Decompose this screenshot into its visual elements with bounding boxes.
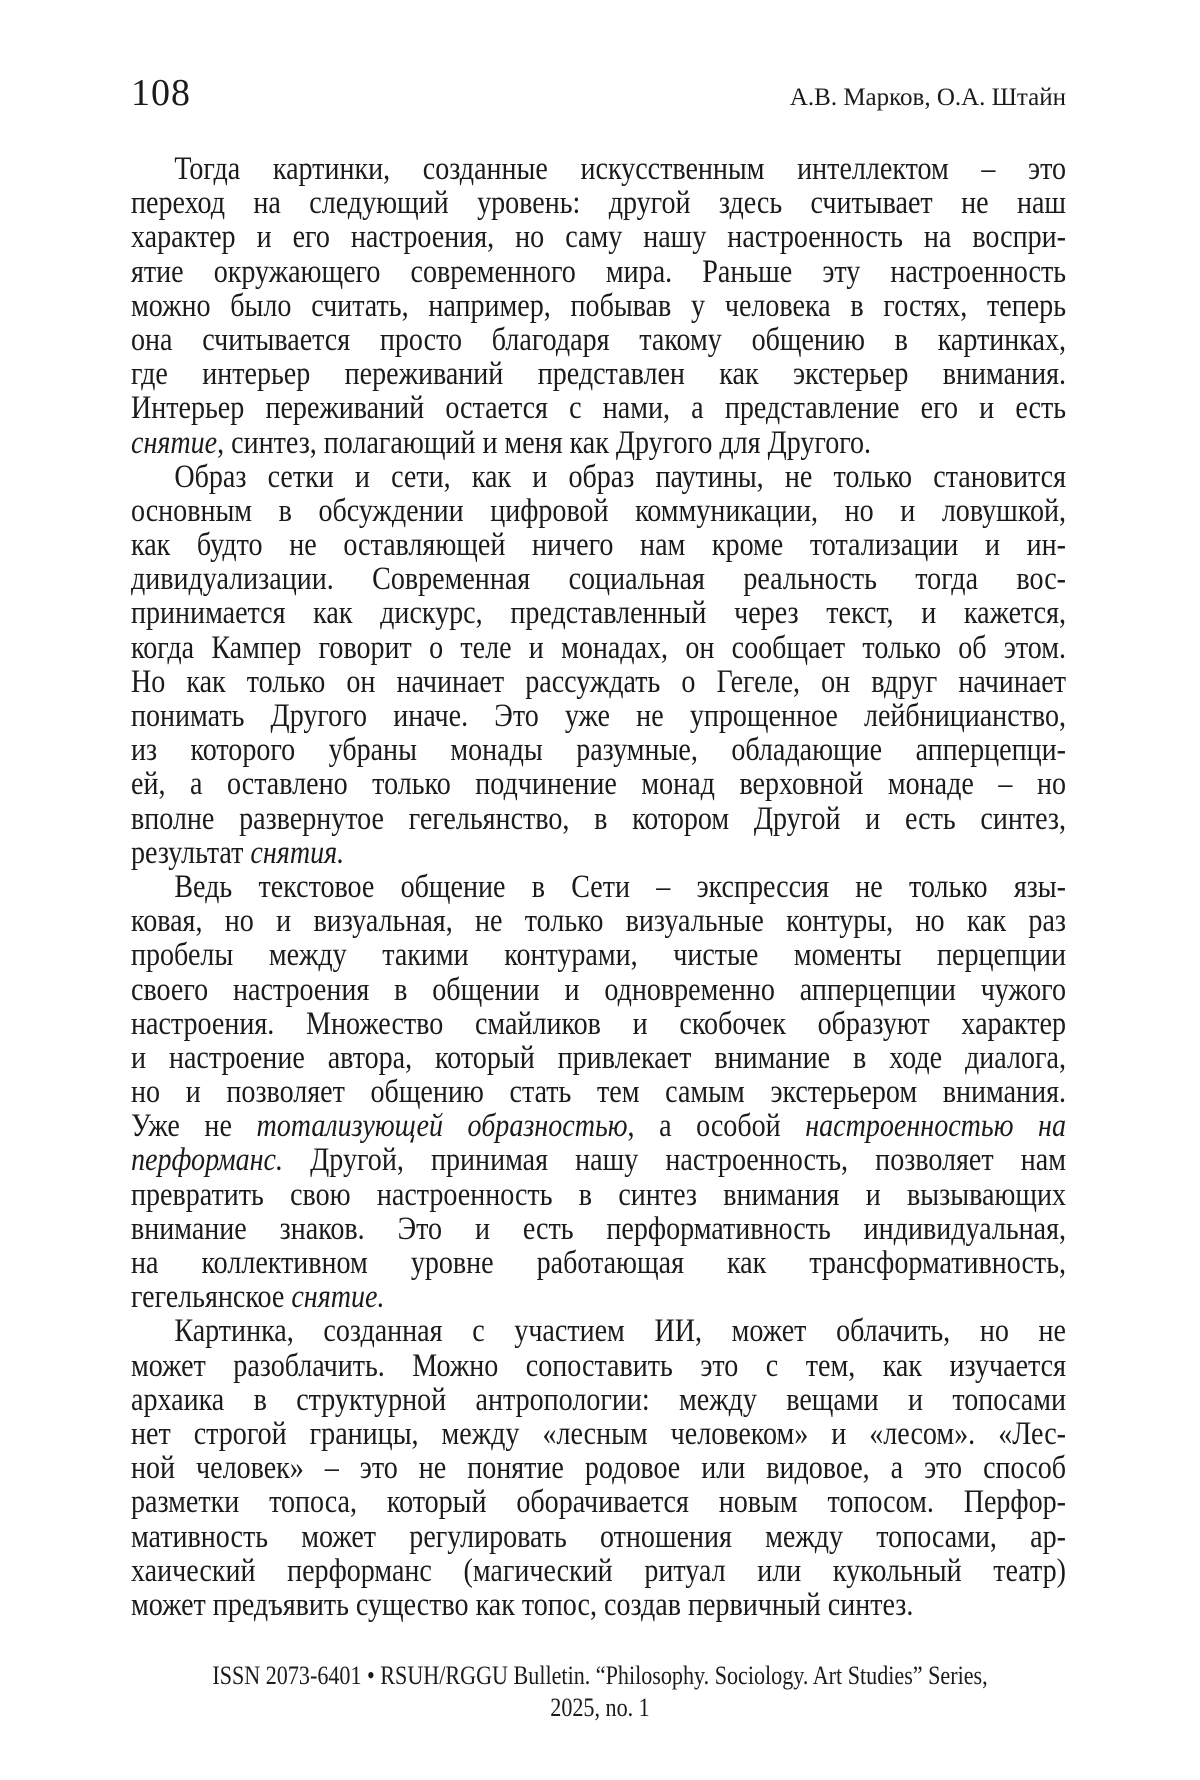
- text-segment: она считывается просто благодаря такому общению в картинках,: [131, 321, 1066, 358]
- text-line: [131, 631, 1066, 665]
- text-line: [131, 699, 1066, 733]
- text-line: [131, 562, 1066, 596]
- text-segment: Ведь текстовое общение в Сети – экспрессия не только язы-: [174, 868, 1067, 905]
- text-segment: как будто не оставляющей ничего нам кроме тотализации и ин-: [131, 527, 1066, 564]
- text-line: [131, 1349, 1066, 1383]
- text-segment: где интерьер переживаний представлен как экстерьер внимания.: [131, 356, 1066, 393]
- text-segment: архаика в структурной антропологии: между вещами и топосами: [131, 1381, 1066, 1418]
- text-line: [131, 1280, 1066, 1314]
- text-segment: Интерьер переживаний остается с нами, а представление его и есть: [131, 390, 1066, 427]
- footer-line-2: 2025, no. 1: [550, 1693, 650, 1722]
- text-line: [131, 767, 1066, 801]
- text-segment: принимается как дискурс, представленный через текст, и кажется,: [131, 595, 1066, 632]
- text-line: [131, 1212, 1066, 1246]
- text-segment: ной человек» – это не понятие родовое или видовое, а это способ: [131, 1450, 1066, 1487]
- text-segment: можно было считать, например, побывав у человека в гостях, теперь: [131, 287, 1066, 324]
- text-line: [131, 836, 1066, 870]
- page-number: 108: [131, 72, 191, 114]
- text-segment: и настроение автора, который привлекает внимание в ходе диалога,: [131, 1039, 1066, 1076]
- text-line: [131, 528, 1066, 562]
- text-segment: , синтез, полагающий и меня как Другого для Другого.: [217, 424, 872, 461]
- text-line: [131, 460, 1066, 494]
- text-segment: Образ сетки и сети, как и образ паутины, не только становится: [174, 458, 1067, 495]
- paragraph: [131, 1314, 1066, 1622]
- text-line: [131, 255, 1066, 289]
- text-line: [131, 904, 1066, 938]
- footer-imprint: [90, 1660, 1110, 1724]
- text-line: [131, 323, 1066, 357]
- footer-line-1: ISSN 2073-6401 • RSUH/RGGU Bulletin. “Philosophy. Sociology. Art Studies” Series,: [212, 1661, 988, 1690]
- text-line: [131, 152, 1066, 186]
- text-segment: ковая, но и визуальная, не только визуальные контуры, но как раз: [131, 903, 1066, 940]
- text-segment: Другой, принимая нашу настроенность, позволяет нам: [283, 1142, 1066, 1179]
- italic-text-segment: снятие.: [291, 1279, 385, 1316]
- text-line: [131, 357, 1066, 391]
- paragraph: [131, 152, 1066, 460]
- text-segment: разметки топоса, который оборачивается новым топосом. Перфор-: [131, 1484, 1066, 1521]
- italic-text-segment: снятия.: [250, 834, 345, 871]
- text-segment: когда Кампер говорит о теле и монадах, он сообщает только об этом.: [131, 629, 1066, 666]
- italic-text-segment: перформанс.: [131, 1142, 284, 1179]
- text-segment: понимать Другого иначе. Это уже не упрощенное лейбницианство,: [131, 698, 1066, 734]
- text-line: [131, 1383, 1066, 1417]
- text-line: [131, 494, 1066, 528]
- text-line: [131, 1485, 1066, 1519]
- authors-header: А.В. Марков, О.А. Штайн: [789, 84, 1066, 111]
- text-segment: Но как только он начинает рассуждать о Гегеле, он вдруг начинает: [131, 663, 1066, 700]
- text-line: [131, 596, 1066, 630]
- text-segment: мативность может регулировать отношения между топосами, ар-: [131, 1518, 1066, 1555]
- text-line: [131, 1007, 1066, 1041]
- text-line: [131, 938, 1066, 972]
- text-line: [131, 1246, 1066, 1280]
- text-line: [131, 186, 1066, 220]
- text-segment: Тогда картинки, созданные искусственным интеллектом – это: [174, 151, 1067, 187]
- text-line: [131, 1554, 1066, 1588]
- text-segment: основным в обсуждении цифровой коммуникации, но и ловушкой,: [131, 492, 1066, 529]
- italic-text-segment: снятие: [131, 424, 218, 461]
- paragraph: [131, 460, 1066, 870]
- text-line: [131, 1109, 1066, 1143]
- text-line: [131, 391, 1066, 425]
- text-segment: результат: [131, 834, 251, 871]
- text-line: [131, 1178, 1066, 1212]
- text-line: [131, 1041, 1066, 1075]
- paragraph: [131, 870, 1066, 1314]
- text-segment: вполне развернутое гегельянство, в котором Другой и есть синтез,: [131, 800, 1066, 837]
- text-line: [131, 1520, 1066, 1554]
- text-segment: превратить свою настроенность в синтез внимания и вызывающих: [131, 1176, 1066, 1213]
- italic-text-segment: настроенностью на: [805, 1108, 1066, 1145]
- text-line: [131, 289, 1066, 323]
- text-line: [131, 220, 1066, 254]
- text-segment: но и позволяет общению стать тем самым экстерьером внимания.: [131, 1074, 1066, 1111]
- text-segment: гегельянское: [131, 1279, 292, 1316]
- text-segment: Картинка, созданная с участием ИИ, может облачить, но не: [174, 1313, 1067, 1350]
- italic-text-segment: тотализующей образностью: [256, 1108, 628, 1145]
- text-segment: ятие окружающего современного мира. Раньше эту настроенность: [131, 253, 1066, 290]
- text-line: [131, 1417, 1066, 1451]
- text-segment: , а особой: [627, 1108, 806, 1145]
- text-segment: ей, а оставлено только подчинение монад верховной монаде – но: [131, 766, 1066, 803]
- text-segment: дивидуализации. Современная социальная реальность тогда вос-: [131, 561, 1066, 598]
- text-line: [131, 1075, 1066, 1109]
- text-segment: настроения. Множество смайликов и скобочек образуют характер: [131, 1005, 1066, 1042]
- text-line: [131, 802, 1066, 836]
- body-text: [131, 152, 1066, 1622]
- text-segment: характер и его настроения, но саму нашу настроенность на воспри-: [131, 219, 1066, 256]
- text-segment: может разоблачить. Можно сопоставить это с тем, как изучается: [131, 1347, 1066, 1384]
- text-line: [131, 1314, 1066, 1348]
- text-line: [131, 426, 1066, 460]
- text-segment: внимание знаков. Это и есть перформативность индивидуальная,: [131, 1210, 1066, 1247]
- text-line: [131, 1451, 1066, 1485]
- text-segment: пробелы между такими контурами, чистые моменты перцепции: [131, 937, 1066, 974]
- text-line: [131, 870, 1066, 904]
- text-segment: нет строгой границы, между «лесным человеком» и «лесом». «Лес-: [131, 1415, 1066, 1452]
- text-line: [131, 973, 1066, 1007]
- text-segment: из которого убраны монады разумные, обладающие апперцепци-: [131, 732, 1066, 769]
- text-segment: может предъявить существо как топос, создав первичный синтез.: [131, 1586, 914, 1623]
- text-segment: своего настроения в общении и одновременно апперцепции чужого: [131, 971, 1066, 1008]
- text-segment: Уже не: [131, 1108, 257, 1145]
- text-line: [131, 665, 1066, 699]
- text-line: [131, 1588, 1066, 1622]
- text-segment: переход на следующий уровень: другой здесь считывает не наш: [131, 185, 1066, 222]
- text-line: [131, 1143, 1066, 1177]
- text-segment: на коллективном уровне работающая как трансформативность,: [131, 1245, 1066, 1281]
- running-head: [131, 74, 1066, 112]
- text-segment: хаический перформанс (магический ритуал или кукольный театр): [131, 1552, 1066, 1589]
- text-line: [131, 733, 1066, 767]
